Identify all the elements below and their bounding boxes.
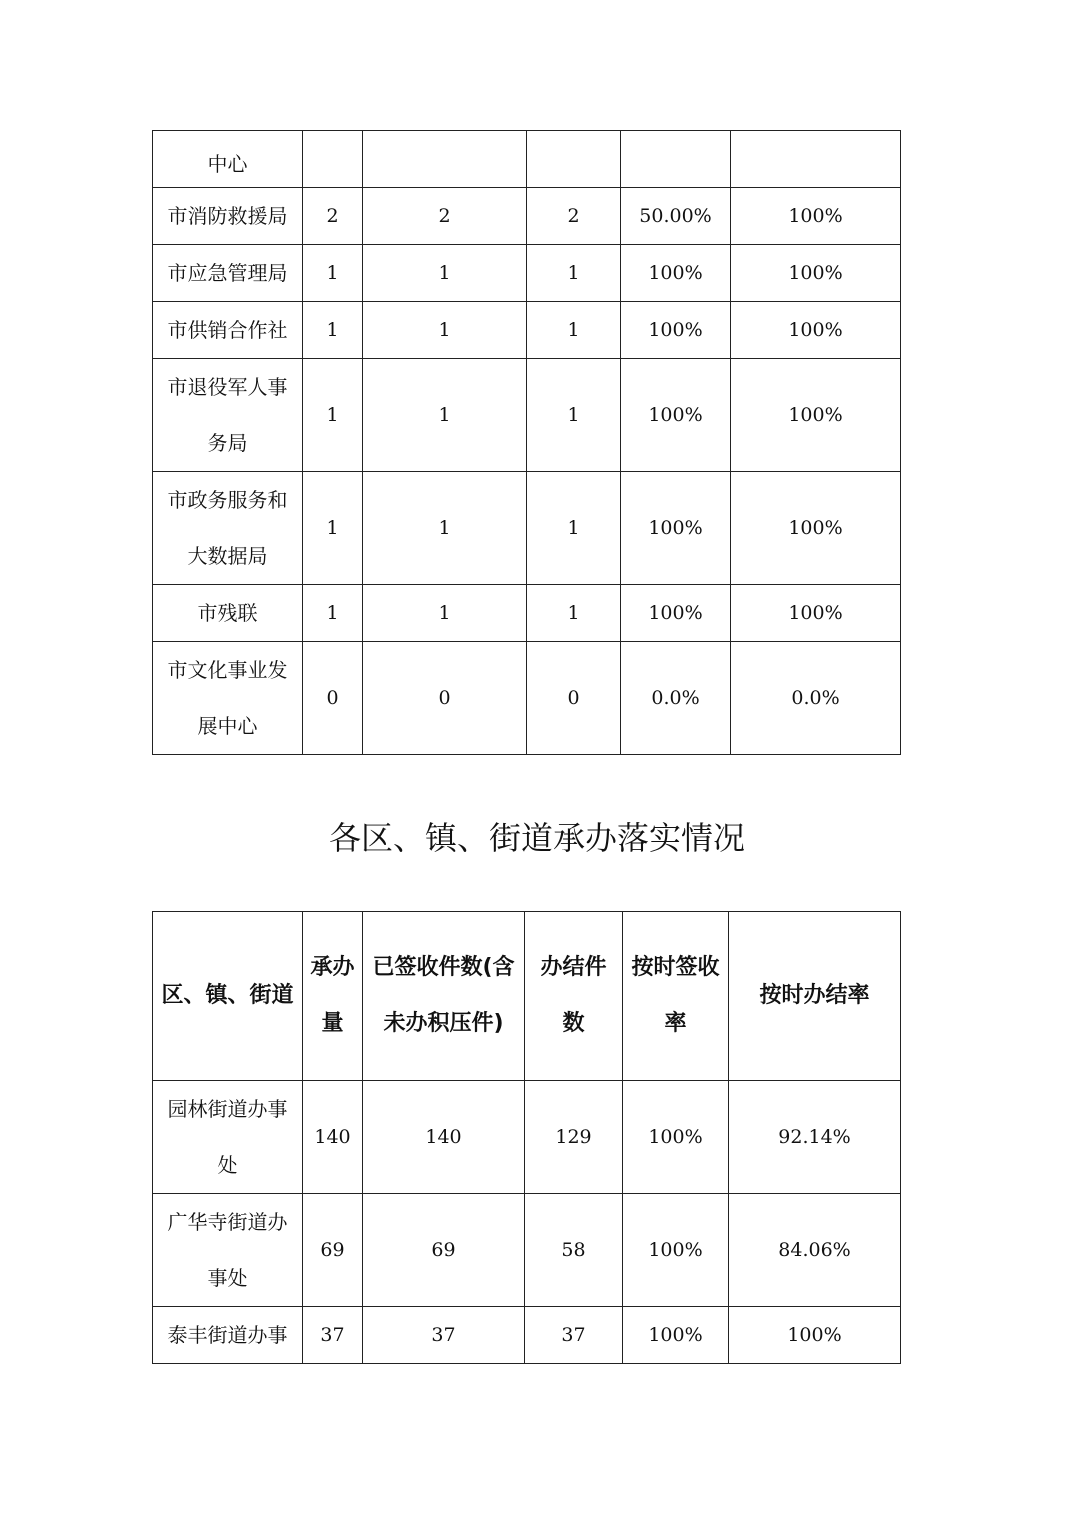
completed-count-cell: 37 bbox=[525, 1307, 623, 1364]
assigned-count-cell: 2 bbox=[303, 188, 363, 245]
ontime-receipt-rate-cell: 100% bbox=[623, 1081, 729, 1194]
completed-count-cell: 1 bbox=[527, 245, 621, 302]
received-count-cell: 140 bbox=[363, 1081, 525, 1194]
received-count-cell: 1 bbox=[363, 245, 527, 302]
received-count-cell: 69 bbox=[363, 1194, 525, 1307]
assigned-count-cell: 1 bbox=[303, 585, 363, 642]
cell bbox=[621, 131, 731, 188]
table-row bbox=[153, 1194, 901, 1307]
unit-name-cell: 中心 bbox=[153, 131, 303, 188]
header-assigned: 承办量 bbox=[303, 912, 363, 1081]
assigned-count-cell: 1 bbox=[303, 302, 363, 359]
ontime-completion-rate-cell: 100% bbox=[731, 188, 901, 245]
table-row bbox=[153, 472, 901, 585]
ontime-receipt-rate-cell: 100% bbox=[621, 472, 731, 585]
ontime-completion-rate-cell: 100% bbox=[729, 1307, 901, 1364]
table-row bbox=[153, 245, 901, 302]
received-count-cell: 1 bbox=[363, 585, 527, 642]
received-count-cell: 37 bbox=[363, 1307, 525, 1364]
ontime-receipt-rate-cell: 100% bbox=[621, 359, 731, 472]
district-name-cell: 广华寺街道办事处 bbox=[153, 1194, 303, 1307]
district-name-cell: 园林街道办事处 bbox=[153, 1081, 303, 1194]
received-count-cell: 1 bbox=[363, 359, 527, 472]
ontime-receipt-rate-cell: 100% bbox=[621, 245, 731, 302]
unit-name-cell: 市消防救援局 bbox=[153, 188, 303, 245]
cell bbox=[303, 131, 363, 188]
header-ontime-receipt-rate: 按时签收率 bbox=[623, 912, 729, 1081]
table-row bbox=[153, 131, 901, 188]
header-received: 已签收件数(含未办积压件) bbox=[363, 912, 525, 1081]
ontime-receipt-rate-cell: 50.00% bbox=[621, 188, 731, 245]
unit-name-cell: 市政务服务和大数据局 bbox=[153, 472, 303, 585]
assigned-count-cell: 0 bbox=[303, 642, 363, 755]
received-count-cell: 2 bbox=[363, 188, 527, 245]
district-name-cell: 泰丰街道办事 bbox=[153, 1307, 303, 1364]
header-district: 区、镇、街道 bbox=[153, 912, 303, 1081]
assigned-count-cell: 1 bbox=[303, 245, 363, 302]
header-completed: 办结件数 bbox=[525, 912, 623, 1081]
completed-count-cell: 1 bbox=[527, 472, 621, 585]
received-count-cell: 1 bbox=[363, 472, 527, 585]
completed-count-cell: 0 bbox=[527, 642, 621, 755]
district-table bbox=[152, 911, 901, 1364]
received-count-cell: 1 bbox=[363, 302, 527, 359]
ontime-completion-rate-cell: 92.14% bbox=[729, 1081, 901, 1194]
table-row bbox=[153, 188, 901, 245]
cell bbox=[527, 131, 621, 188]
ontime-completion-rate-cell: 100% bbox=[731, 245, 901, 302]
table-row bbox=[153, 585, 901, 642]
unit-table-continued bbox=[152, 130, 901, 755]
ontime-completion-rate-cell: 100% bbox=[731, 472, 901, 585]
ontime-receipt-rate-cell: 0.0% bbox=[621, 642, 731, 755]
ontime-completion-rate-cell: 100% bbox=[731, 359, 901, 472]
ontime-completion-rate-cell: 100% bbox=[731, 302, 901, 359]
table-row bbox=[153, 302, 901, 359]
header-ontime-completion-rate: 按时办结率 bbox=[729, 912, 901, 1081]
table-row bbox=[153, 1081, 901, 1194]
ontime-completion-rate-cell: 84.06% bbox=[729, 1194, 901, 1307]
ontime-receipt-rate-cell: 100% bbox=[621, 585, 731, 642]
assigned-count-cell: 69 bbox=[303, 1194, 363, 1307]
completed-count-cell: 58 bbox=[525, 1194, 623, 1307]
completed-count-cell: 1 bbox=[527, 359, 621, 472]
assigned-count-cell: 1 bbox=[303, 359, 363, 472]
ontime-receipt-rate-cell: 100% bbox=[621, 302, 731, 359]
unit-name-cell: 市退役军人事务局 bbox=[153, 359, 303, 472]
received-count-cell: 0 bbox=[363, 642, 527, 755]
assigned-count-cell: 140 bbox=[303, 1081, 363, 1194]
ontime-receipt-rate-cell: 100% bbox=[623, 1194, 729, 1307]
completed-count-cell: 2 bbox=[527, 188, 621, 245]
table-row bbox=[153, 642, 901, 755]
completed-count-cell: 1 bbox=[527, 585, 621, 642]
assigned-count-cell: 1 bbox=[303, 472, 363, 585]
unit-name-cell: 市供销合作社 bbox=[153, 302, 303, 359]
section-title: 各区、镇、街道承办落实情况 bbox=[328, 819, 745, 857]
unit-name-cell: 市残联 bbox=[153, 585, 303, 642]
table-row bbox=[153, 1307, 901, 1364]
completed-count-cell: 129 bbox=[525, 1081, 623, 1194]
ontime-receipt-rate-cell: 100% bbox=[623, 1307, 729, 1364]
unit-name-cell: 市文化事业发展中心 bbox=[153, 642, 303, 755]
cell bbox=[363, 131, 527, 188]
ontime-completion-rate-cell: 0.0% bbox=[731, 642, 901, 755]
assigned-count-cell: 37 bbox=[303, 1307, 363, 1364]
table-row bbox=[153, 359, 901, 472]
unit-name-cell: 市应急管理局 bbox=[153, 245, 303, 302]
table-header-row bbox=[153, 912, 901, 1081]
cell bbox=[731, 131, 901, 188]
ontime-completion-rate-cell: 100% bbox=[731, 585, 901, 642]
completed-count-cell: 1 bbox=[527, 302, 621, 359]
